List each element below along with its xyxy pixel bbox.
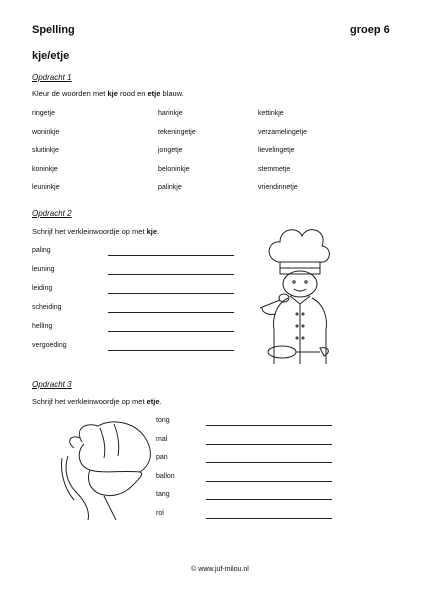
answer-line[interactable] [206, 518, 332, 519]
answer-line[interactable] [108, 350, 234, 351]
page-title: kje/etje [32, 50, 70, 62]
word-label: mal [156, 435, 168, 443]
word-cell[interactable]: leuninkje [32, 184, 60, 191]
answer-line[interactable] [108, 255, 234, 256]
word-label: ballon [156, 472, 175, 480]
footer-copyright: © www.juf-milou.nl [191, 566, 249, 573]
word-cell[interactable]: jongetje [158, 147, 183, 154]
chef-drawing [250, 218, 340, 368]
word-cell[interactable]: harinkje [158, 110, 183, 117]
opdracht-1-instruction: Kleur de woorden met kje rood en etje blauw. [32, 89, 184, 98]
answer-line[interactable] [206, 462, 332, 463]
word-label: scheiding [32, 304, 62, 311]
hands-drawing [60, 408, 155, 520]
answer-line[interactable] [206, 499, 332, 500]
word-cell[interactable]: sluitinkje [32, 147, 59, 154]
opdracht-3-label: Opdracht 3 [32, 380, 72, 389]
answer-line[interactable] [108, 293, 234, 294]
opdracht-3-instruction: Schrijf het verkleinwoordje op met etje. [32, 397, 162, 406]
word-cell[interactable]: palinkje [158, 184, 182, 191]
word-label: leiding [32, 285, 53, 292]
word-cell[interactable]: kettinkje [258, 110, 284, 117]
word-cell[interactable]: verzamelingetje [258, 128, 308, 136]
answer-line[interactable] [206, 444, 332, 445]
word-cell[interactable]: tekeningetje [158, 128, 196, 136]
word-cell[interactable]: woninkje [32, 128, 60, 136]
answer-line[interactable] [108, 312, 234, 313]
word-cell[interactable]: koninkje [32, 165, 58, 173]
word-label: helling [32, 323, 53, 330]
word-cell[interactable]: beloninkje [158, 165, 190, 173]
answer-line[interactable] [108, 274, 234, 275]
word-label: leuning [32, 266, 55, 273]
word-cell[interactable]: vriendinnetje [258, 184, 298, 191]
opdracht-2-label: Opdracht 2 [32, 209, 72, 218]
word-cell[interactable]: lievelingetje [258, 147, 295, 154]
word-label: vergoeding [32, 342, 67, 349]
word-cell[interactable]: ringetje [32, 110, 55, 117]
answer-line[interactable] [206, 425, 332, 426]
answer-line[interactable] [206, 481, 332, 482]
opdracht-2-instruction: Schrijf het verkleinwoordje op met kje. [32, 227, 160, 236]
header-subject: Spelling [32, 24, 75, 36]
word-label: rol [156, 509, 164, 517]
opdracht-1-label: Opdracht 1 [32, 73, 72, 82]
answer-line[interactable] [108, 331, 234, 332]
word-label: tang [156, 491, 170, 498]
word-label: pan [156, 454, 168, 461]
word-label: paling [32, 247, 51, 254]
word-cell[interactable]: stemmetje [258, 165, 291, 173]
header-group: groep 6 [350, 24, 390, 36]
word-label: tong [156, 417, 170, 424]
